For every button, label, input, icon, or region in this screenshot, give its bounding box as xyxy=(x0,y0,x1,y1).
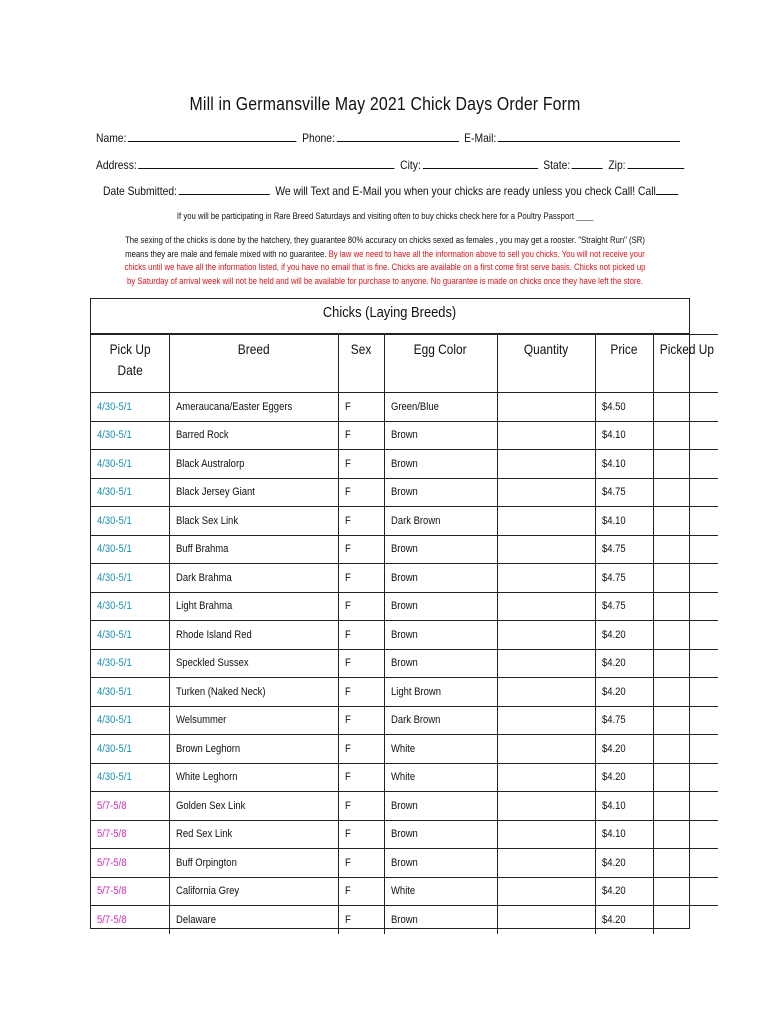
breed-cell-text: Speckled Sussex xyxy=(175,657,249,670)
table-row xyxy=(91,450,718,479)
egg-color-cell xyxy=(384,535,497,564)
pickup-date-cell-text: 5/7-5/8 xyxy=(97,885,127,898)
sex-cell-text: F xyxy=(344,657,351,670)
pickup-date-cell xyxy=(91,621,169,650)
egg-color-cell-text: Brown xyxy=(390,600,418,613)
header-picked-up: Picked Up xyxy=(653,335,718,393)
breed-cell-text: Red Sex Link xyxy=(175,828,232,841)
price-cell-text: $4.75 xyxy=(601,600,626,613)
breed-cell-text: Ameraucana/Easter Eggers xyxy=(175,400,292,413)
quantity-cell[interactable] xyxy=(497,649,595,678)
contact-row-3 xyxy=(103,183,656,198)
sex-cell xyxy=(338,564,384,593)
email-label: E-Mail: xyxy=(464,131,497,145)
header-price: Price xyxy=(595,335,653,393)
header-sex: Sex xyxy=(338,335,384,393)
breed-cell-text: Light Brahma xyxy=(175,600,232,613)
contact-row-1 xyxy=(96,130,612,145)
notice-line-1: The sexing of the chicks is done by the hatchery, they guarantee 80% accuracy on chicks sexed as females , you may get a rooster. "Straight Run" (SR) xyxy=(125,235,645,245)
table-row xyxy=(91,763,718,792)
picked-up-cell[interactable] xyxy=(653,564,718,593)
notice-line-2-black: means they are male and female mixed with no guarantee. xyxy=(125,248,327,259)
price-cell-text: $4.10 xyxy=(601,457,626,470)
breed-cell xyxy=(169,478,338,507)
picked-up-cell[interactable] xyxy=(653,592,718,621)
egg-color-cell-text: Brown xyxy=(390,657,418,670)
price-cell xyxy=(595,564,653,593)
pickup-date-cell-text: 5/7-5/8 xyxy=(97,856,127,869)
quantity-cell[interactable] xyxy=(497,621,595,650)
egg-color-cell xyxy=(384,849,497,878)
egg-color-cell-text: White xyxy=(390,742,415,755)
city-field[interactable] xyxy=(423,157,538,169)
quantity-cell[interactable] xyxy=(497,507,595,536)
pickup-date-cell xyxy=(91,820,169,849)
price-cell-text: $4.10 xyxy=(601,799,626,812)
pickup-date-cell xyxy=(91,706,169,735)
egg-color-cell xyxy=(384,706,497,735)
pickup-date-cell-text: 4/30-5/1 xyxy=(97,514,132,527)
egg-color-cell-text: Green/Blue xyxy=(390,400,439,413)
table-row xyxy=(91,735,718,764)
quantity-cell[interactable] xyxy=(497,877,595,906)
sex-cell xyxy=(338,735,384,764)
sex-cell xyxy=(338,535,384,564)
breed-cell xyxy=(169,849,338,878)
name-label: Name: xyxy=(96,131,127,145)
sex-cell xyxy=(338,421,384,450)
price-cell xyxy=(595,649,653,678)
pickup-date-cell-text: 4/30-5/1 xyxy=(97,714,132,727)
sex-cell-text: F xyxy=(344,685,351,698)
breed-cell-text: Welsummer xyxy=(175,714,226,727)
egg-color-cell xyxy=(384,450,497,479)
pickup-date-cell xyxy=(91,678,169,707)
breed-cell-text: California Grey xyxy=(175,885,239,898)
table-row xyxy=(91,592,718,621)
picked-up-cell[interactable] xyxy=(653,621,718,650)
price-cell-text: $4.20 xyxy=(601,771,626,784)
sex-cell-text: F xyxy=(344,771,351,784)
egg-color-cell xyxy=(384,906,497,934)
quantity-cell[interactable] xyxy=(497,735,595,764)
pickup-date-cell xyxy=(91,535,169,564)
egg-color-cell-text: White xyxy=(390,885,415,898)
pickup-date-cell-text: 4/30-5/1 xyxy=(97,685,132,698)
breed-cell-text: Dark Brahma xyxy=(175,571,232,584)
breed-cell-text: White Leghorn xyxy=(175,771,238,784)
state-label: State: xyxy=(543,158,571,172)
sex-cell-text: F xyxy=(344,913,351,926)
email-field[interactable] xyxy=(498,130,680,142)
price-cell xyxy=(595,820,653,849)
pickup-date-cell xyxy=(91,564,169,593)
table-row xyxy=(91,792,718,821)
sex-cell-text: F xyxy=(344,486,351,499)
picked-up-cell[interactable] xyxy=(653,820,718,849)
pickup-date-cell-text: 4/30-5/1 xyxy=(97,771,132,784)
picked-up-cell[interactable] xyxy=(653,678,718,707)
sex-cell xyxy=(338,393,384,422)
table-header-row xyxy=(91,335,718,393)
pickup-date-cell-text: 4/30-5/1 xyxy=(97,657,132,670)
pickup-date-cell xyxy=(91,507,169,536)
sex-cell xyxy=(338,849,384,878)
price-cell xyxy=(595,507,653,536)
price-cell-text: $4.20 xyxy=(601,657,626,670)
price-cell-text: $4.20 xyxy=(601,742,626,755)
picked-up-cell[interactable] xyxy=(653,507,718,536)
breed-cell xyxy=(169,564,338,593)
breed-cell xyxy=(169,649,338,678)
quantity-cell[interactable] xyxy=(497,393,595,422)
pickup-date-cell xyxy=(91,849,169,878)
price-cell-text: $4.10 xyxy=(601,828,626,841)
order-table xyxy=(90,298,714,929)
breed-cell-text: Brown Leghorn xyxy=(175,742,240,755)
phone-field[interactable] xyxy=(337,130,459,142)
pickup-date-cell-text: 4/30-5/1 xyxy=(97,628,132,641)
sex-cell xyxy=(338,792,384,821)
breed-cell xyxy=(169,507,338,536)
price-cell xyxy=(595,906,653,934)
table-row xyxy=(91,820,718,849)
table-row xyxy=(91,393,718,422)
price-cell xyxy=(595,478,653,507)
address-label: Address: xyxy=(96,158,137,172)
egg-color-cell-text: Brown xyxy=(390,628,418,641)
quantity-cell[interactable] xyxy=(497,763,595,792)
egg-color-cell xyxy=(384,820,497,849)
breed-cell-text: Buff Brahma xyxy=(175,543,228,556)
breed-cell xyxy=(169,877,338,906)
egg-color-cell xyxy=(384,478,497,507)
breed-cell-text: Black Sex Link xyxy=(175,514,238,527)
breed-cell-text: Golden Sex Link xyxy=(175,799,245,812)
table-row xyxy=(91,507,718,536)
price-cell-text: $4.20 xyxy=(601,885,626,898)
notice-line-3: chicks until we have all the information listed, if you have no email that is fine. Chicks are available on a first come first serve basis. Chicks not picked up xyxy=(124,262,646,272)
state-field[interactable] xyxy=(572,157,603,169)
pickup-date-cell xyxy=(91,792,169,821)
picked-up-cell[interactable] xyxy=(653,735,718,764)
quantity-cell[interactable] xyxy=(497,450,595,479)
header-pickup-date: Pick Up Date xyxy=(91,335,169,393)
pickup-date-cell-text: 4/30-5/1 xyxy=(97,429,132,442)
egg-color-cell-text: Dark Brown xyxy=(390,714,440,727)
picked-up-cell[interactable] xyxy=(653,649,718,678)
breed-cell xyxy=(169,735,338,764)
pickup-date-cell xyxy=(91,592,169,621)
sex-cell xyxy=(338,649,384,678)
pickup-date-cell xyxy=(91,393,169,422)
breed-cell xyxy=(169,421,338,450)
table-row xyxy=(91,678,718,707)
sex-cell-text: F xyxy=(344,400,351,413)
table-row xyxy=(91,877,718,906)
quantity-cell[interactable] xyxy=(497,820,595,849)
sex-cell xyxy=(338,621,384,650)
sex-cell xyxy=(338,706,384,735)
egg-color-cell xyxy=(384,564,497,593)
egg-color-cell-text: Brown xyxy=(390,856,418,869)
picked-up-cell[interactable] xyxy=(653,849,718,878)
price-cell xyxy=(595,621,653,650)
egg-color-cell-text: Brown xyxy=(390,429,418,442)
picked-up-cell[interactable] xyxy=(653,535,718,564)
notice-line-2-red: By law we need to have all the information above to sell you chicks. You will not receive your xyxy=(328,248,645,259)
breed-cell-text: Barred Rock xyxy=(175,429,229,442)
sex-cell xyxy=(338,763,384,792)
quantity-cell[interactable] xyxy=(497,564,595,593)
picked-up-cell[interactable] xyxy=(653,906,718,934)
price-cell xyxy=(595,792,653,821)
name-field[interactable] xyxy=(128,130,297,142)
table-row xyxy=(91,421,718,450)
pickup-date-cell xyxy=(91,649,169,678)
table-row xyxy=(91,849,718,878)
picked-up-cell[interactable] xyxy=(653,393,718,422)
pickup-date-cell xyxy=(91,421,169,450)
price-cell-text: $4.20 xyxy=(601,856,626,869)
zip-label: Zip: xyxy=(608,158,626,172)
picked-up-cell[interactable] xyxy=(653,450,718,479)
pickup-date-cell-text: 4/30-5/1 xyxy=(97,571,132,584)
breed-cell xyxy=(169,706,338,735)
breed-cell-text: Turken (Naked Neck) xyxy=(175,685,266,698)
pickup-date-cell-text: 4/30-5/1 xyxy=(97,486,132,499)
table-row xyxy=(91,535,718,564)
pickup-date-cell-text: 5/7-5/8 xyxy=(97,799,127,812)
breed-cell xyxy=(169,592,338,621)
quantity-cell[interactable] xyxy=(497,706,595,735)
picked-up-cell[interactable] xyxy=(653,421,718,450)
price-cell xyxy=(595,706,653,735)
quantity-cell[interactable] xyxy=(497,535,595,564)
sex-cell xyxy=(338,678,384,707)
price-cell-text: $4.20 xyxy=(601,913,626,926)
breed-cell xyxy=(169,621,338,650)
egg-color-cell xyxy=(384,792,497,821)
breed-cell-text: Black Jersey Giant xyxy=(175,486,255,499)
quantity-cell[interactable] xyxy=(497,678,595,707)
sex-cell-text: F xyxy=(344,799,351,812)
header-egg-color: Egg Color xyxy=(384,335,497,393)
breed-cell-text: Buff Orpington xyxy=(175,856,237,869)
egg-color-cell xyxy=(384,507,497,536)
breed-cell-text: Black Australorp xyxy=(175,457,244,470)
pickup-date-cell-text: 4/30-5/1 xyxy=(97,457,132,470)
sex-cell xyxy=(338,906,384,934)
quantity-cell[interactable] xyxy=(497,421,595,450)
sex-cell-text: F xyxy=(344,514,351,527)
egg-color-cell xyxy=(384,735,497,764)
quantity-cell[interactable] xyxy=(497,478,595,507)
breed-cell-text: Rhode Island Red xyxy=(175,628,252,641)
price-cell-text: $4.20 xyxy=(601,685,626,698)
egg-color-cell xyxy=(384,678,497,707)
quantity-cell[interactable] xyxy=(497,849,595,878)
quantity-cell[interactable] xyxy=(497,592,595,621)
breed-cell xyxy=(169,450,338,479)
egg-color-cell-text: Brown xyxy=(390,486,418,499)
pickup-date-cell xyxy=(91,735,169,764)
sexing-notice xyxy=(60,234,710,288)
price-cell-text: $4.20 xyxy=(601,628,626,641)
pickup-date-cell xyxy=(91,478,169,507)
pickup-date-cell-text: 4/30-5/1 xyxy=(97,600,132,613)
egg-color-cell-text: White xyxy=(390,771,415,784)
egg-color-cell xyxy=(384,649,497,678)
price-cell xyxy=(595,763,653,792)
pickup-date-cell-text: 4/30-5/1 xyxy=(97,543,132,556)
price-cell-text: $4.50 xyxy=(601,400,626,413)
price-cell xyxy=(595,592,653,621)
pickup-date-cell-text: 4/30-5/1 xyxy=(97,400,132,413)
breed-cell xyxy=(169,535,338,564)
sex-cell-text: F xyxy=(344,885,351,898)
sex-cell-text: F xyxy=(344,856,351,869)
sex-cell xyxy=(338,592,384,621)
call-checkbox[interactable] xyxy=(656,183,678,195)
price-cell xyxy=(595,450,653,479)
picked-up-cell[interactable] xyxy=(653,478,718,507)
table-row xyxy=(91,564,718,593)
date-submitted-field[interactable] xyxy=(179,183,270,195)
breed-cell xyxy=(169,393,338,422)
table-row xyxy=(91,478,718,507)
egg-color-cell xyxy=(384,621,497,650)
breed-cell-text: Delaware xyxy=(175,913,216,926)
table-row xyxy=(91,649,718,678)
quantity-cell[interactable] xyxy=(497,792,595,821)
sex-cell-text: F xyxy=(344,714,351,727)
address-field[interactable] xyxy=(138,157,394,169)
pickup-date-cell xyxy=(91,906,169,934)
pickup-date-cell xyxy=(91,763,169,792)
zip-field[interactable] xyxy=(627,157,684,169)
price-cell-text: $4.75 xyxy=(601,714,626,727)
phone-label: Phone: xyxy=(302,131,335,145)
breed-cell xyxy=(169,820,338,849)
price-cell xyxy=(595,421,653,450)
price-cell xyxy=(595,735,653,764)
price-cell-text: $4.75 xyxy=(601,486,626,499)
egg-color-cell xyxy=(384,393,497,422)
pickup-date-cell xyxy=(91,877,169,906)
picked-up-cell[interactable] xyxy=(653,877,718,906)
header-quantity: Quantity xyxy=(497,335,595,393)
price-cell xyxy=(595,678,653,707)
sex-cell-text: F xyxy=(344,828,351,841)
egg-color-cell-text: Brown xyxy=(390,457,418,470)
breed-cell xyxy=(169,678,338,707)
egg-color-cell xyxy=(384,592,497,621)
notice-line-2 xyxy=(106,248,665,262)
page-title: Mill in Germansville May 2021 Chick Days Order Form xyxy=(189,94,581,114)
egg-color-cell-text: Dark Brown xyxy=(390,514,440,527)
table-row xyxy=(91,906,718,934)
price-cell-text: $4.75 xyxy=(601,543,626,556)
egg-color-cell xyxy=(384,421,497,450)
sex-cell xyxy=(338,507,384,536)
egg-color-cell xyxy=(384,877,497,906)
table-title: Chicks (Laying Breeds) xyxy=(91,299,689,334)
table-row xyxy=(91,706,718,735)
poultry-passport-text: If you will be participating in Rare Breed Saturdays and visiting often to buy chicks check here for a Poultry Passport ____ xyxy=(176,211,594,221)
breed-cell xyxy=(169,763,338,792)
table-row xyxy=(91,621,718,650)
sex-cell-text: F xyxy=(344,457,351,470)
sex-cell-text: F xyxy=(344,742,351,755)
egg-color-cell-text: Brown xyxy=(390,799,418,812)
price-cell xyxy=(595,849,653,878)
picked-up-cell[interactable] xyxy=(653,792,718,821)
price-cell xyxy=(595,535,653,564)
pickup-date-cell xyxy=(91,450,169,479)
notice-line-4: by Saturday of arrival week will not be held and will be available for purchase to anyone. No guarantee is made on chicks once they have left the store. xyxy=(127,275,643,286)
sex-cell-text: F xyxy=(344,429,351,442)
price-cell-text: $4.10 xyxy=(601,429,626,442)
sex-cell-text: F xyxy=(344,600,351,613)
sex-cell-text: F xyxy=(344,543,351,556)
quantity-cell[interactable] xyxy=(497,906,595,934)
pickup-date-cell-text: 5/7-5/8 xyxy=(97,913,127,926)
sex-cell xyxy=(338,450,384,479)
egg-color-cell-text: Brown xyxy=(390,913,418,926)
text-email-notice: We will Text and E-Mail you when your chicks are ready unless you check Call! Call xyxy=(275,184,656,198)
price-cell xyxy=(595,877,653,906)
picked-up-cell[interactable] xyxy=(653,706,718,735)
header-breed: Breed xyxy=(169,335,338,393)
price-cell-text: $4.10 xyxy=(601,514,626,527)
sex-cell-text: F xyxy=(344,571,351,584)
city-label: City: xyxy=(400,158,421,172)
breed-table xyxy=(91,334,718,934)
sex-cell xyxy=(338,877,384,906)
price-cell-text: $4.75 xyxy=(601,571,626,584)
poultry-passport-line xyxy=(0,211,770,221)
contact-row-2 xyxy=(96,157,626,172)
sex-cell xyxy=(338,478,384,507)
egg-color-cell-text: Brown xyxy=(390,571,418,584)
pickup-date-cell-text: 4/30-5/1 xyxy=(97,742,132,755)
pickup-date-cell-text: 5/7-5/8 xyxy=(97,828,127,841)
breed-cell xyxy=(169,906,338,934)
egg-color-cell-text: Light Brown xyxy=(390,685,441,698)
picked-up-cell[interactable] xyxy=(653,763,718,792)
breed-cell xyxy=(169,792,338,821)
egg-color-cell xyxy=(384,763,497,792)
date-submitted-label: Date Submitted: xyxy=(103,184,178,198)
sex-cell-text: F xyxy=(344,628,351,641)
egg-color-cell-text: Brown xyxy=(390,543,418,556)
price-cell xyxy=(595,393,653,422)
sex-cell xyxy=(338,820,384,849)
egg-color-cell-text: Brown xyxy=(390,828,418,841)
